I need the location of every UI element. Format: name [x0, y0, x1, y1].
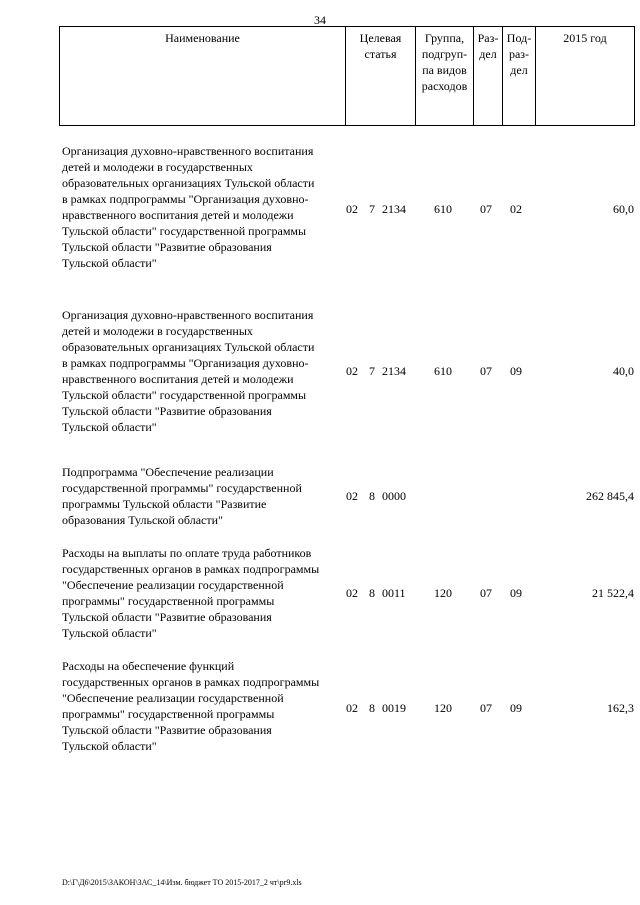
expense-group: 610	[434, 364, 452, 378]
amount-2015: 262 845,4	[586, 489, 634, 503]
row-name-line: "Обеспечение реализации государственной	[62, 578, 284, 592]
row-name-line: Расходы на обеспечение функций	[62, 659, 235, 673]
row-name-line: Тульской области" государственной программы	[62, 224, 307, 238]
row-name-line: программы" государственной программы	[62, 707, 275, 721]
header-group	[415, 27, 473, 125]
row-name	[62, 143, 344, 271]
code-subprogram: 8	[369, 489, 375, 503]
row-name-line: Подпрограмма "Обеспечение реализации	[62, 465, 274, 479]
header-year	[535, 27, 634, 125]
amount-2015: 40,0	[613, 364, 634, 378]
row-name-line: Тульской области "Развитие образования	[62, 610, 272, 624]
table-header	[59, 26, 635, 126]
file-path-footer: D:\Г\Д6\2015\ЗАКОН\ЗАС_14\Изм. бюджет ТО 2015-2017_2 чт\pr9.xls	[62, 878, 302, 887]
amount-2015: 21 522,4	[592, 586, 634, 600]
row-name-line: государственных органов в рамках подпрограммы	[62, 562, 320, 576]
header-name-label: Наименование	[165, 31, 240, 45]
row-name-line: Организация духовно-нравственного воспитания	[62, 144, 314, 158]
row-name-line: нравственного воспитания детей и молодежи	[62, 208, 294, 222]
amount-2015: 162,3	[607, 701, 634, 715]
code-direction: 0000	[382, 489, 406, 503]
code-program: 02	[346, 586, 358, 600]
header-section-line: Раз-	[477, 31, 499, 45]
code-program: 02	[346, 701, 358, 715]
row-name-line: Расходы на выплаты по оплате труда работников	[62, 546, 312, 560]
row-name	[62, 658, 344, 754]
header-group-line: Группа,	[424, 31, 465, 45]
row-name	[62, 545, 344, 641]
amount-2015: 60,0	[613, 202, 634, 216]
code-direction: 2134	[382, 202, 406, 216]
row-name-line: государственной программы" государственной	[62, 481, 302, 495]
subsection-code: 02	[510, 202, 522, 216]
code-subprogram: 7	[369, 202, 375, 216]
row-name-line: программы" государственной программы	[62, 594, 275, 608]
header-section-line: дел	[479, 47, 497, 61]
header-subsection	[502, 27, 535, 125]
row-name-line: нравственного воспитания детей и молодежи	[62, 372, 294, 386]
row-name-line: Тульской области" государственной программы	[62, 388, 307, 402]
code-subprogram: 8	[369, 586, 375, 600]
row-name-line: Тульской области "Развитие образования	[62, 240, 272, 254]
row-name-line: Тульской области"	[62, 256, 157, 270]
header-subsection-line: Под-	[506, 31, 532, 45]
header-group-line: расходов	[421, 79, 468, 93]
code-direction: 0011	[382, 586, 406, 600]
header-subsection-line: дел	[510, 63, 528, 77]
code-subprogram: 8	[369, 701, 375, 715]
row-name-line: образования Тульской области"	[62, 513, 223, 527]
page-number: 34	[314, 13, 326, 27]
section-code: 07	[480, 364, 492, 378]
row-name-line: "Обеспечение реализации государственной	[62, 691, 284, 705]
row-name-line: в рамках подпрограммы "Организация духовно-	[62, 356, 309, 370]
header-group-line: па видов	[422, 63, 467, 77]
header-target-article-line: Целевая	[359, 31, 402, 45]
code-direction: 2134	[382, 364, 406, 378]
row-name-line: детей и молодежи в государственных	[62, 324, 253, 338]
section-code: 07	[480, 202, 492, 216]
row-name-line: образовательных организациях Тульской области	[62, 176, 315, 190]
subsection-code: 09	[510, 701, 522, 715]
subsection-code: 09	[510, 364, 522, 378]
header-year-label: 2015 год	[563, 31, 607, 45]
code-program: 02	[346, 364, 358, 378]
row-name	[62, 464, 344, 528]
header-group-line: подгруп-	[421, 47, 468, 61]
code-direction: 0019	[382, 701, 406, 715]
section-code: 07	[480, 701, 492, 715]
code-subprogram: 7	[369, 364, 375, 378]
expense-group: 120	[434, 701, 452, 715]
section-code: 07	[480, 586, 492, 600]
row-name-line: образовательных организациях Тульской области	[62, 340, 315, 354]
row-name-line: Тульской области"	[62, 626, 157, 640]
expense-group: 610	[434, 202, 452, 216]
expense-group: 120	[434, 586, 452, 600]
code-program: 02	[346, 202, 358, 216]
row-name-line: Тульской области "Развитие образования	[62, 723, 272, 737]
row-name-line: детей и молодежи в государственных	[62, 160, 253, 174]
row-name-line: государственных органов в рамках подпрограммы	[62, 675, 320, 689]
header-target-article-line: статья	[364, 47, 397, 61]
subsection-code: 09	[510, 586, 522, 600]
header-section	[473, 27, 502, 125]
row-name-line: программы Тульской области "Развитие	[62, 497, 267, 511]
row-name-line: Тульской области "Развитие образования	[62, 404, 272, 418]
row-name	[62, 307, 344, 435]
row-name-line: Организация духовно-нравственного воспитания	[62, 308, 314, 322]
header-subsection-line: раз-	[508, 47, 530, 61]
code-program: 02	[346, 489, 358, 503]
row-name-line: Тульской области"	[62, 739, 157, 753]
header-name	[60, 27, 345, 125]
row-name-line: в рамках подпрограммы "Организация духовно-	[62, 192, 309, 206]
row-name-line: Тульской области"	[62, 420, 157, 434]
header-target-article	[345, 27, 415, 125]
